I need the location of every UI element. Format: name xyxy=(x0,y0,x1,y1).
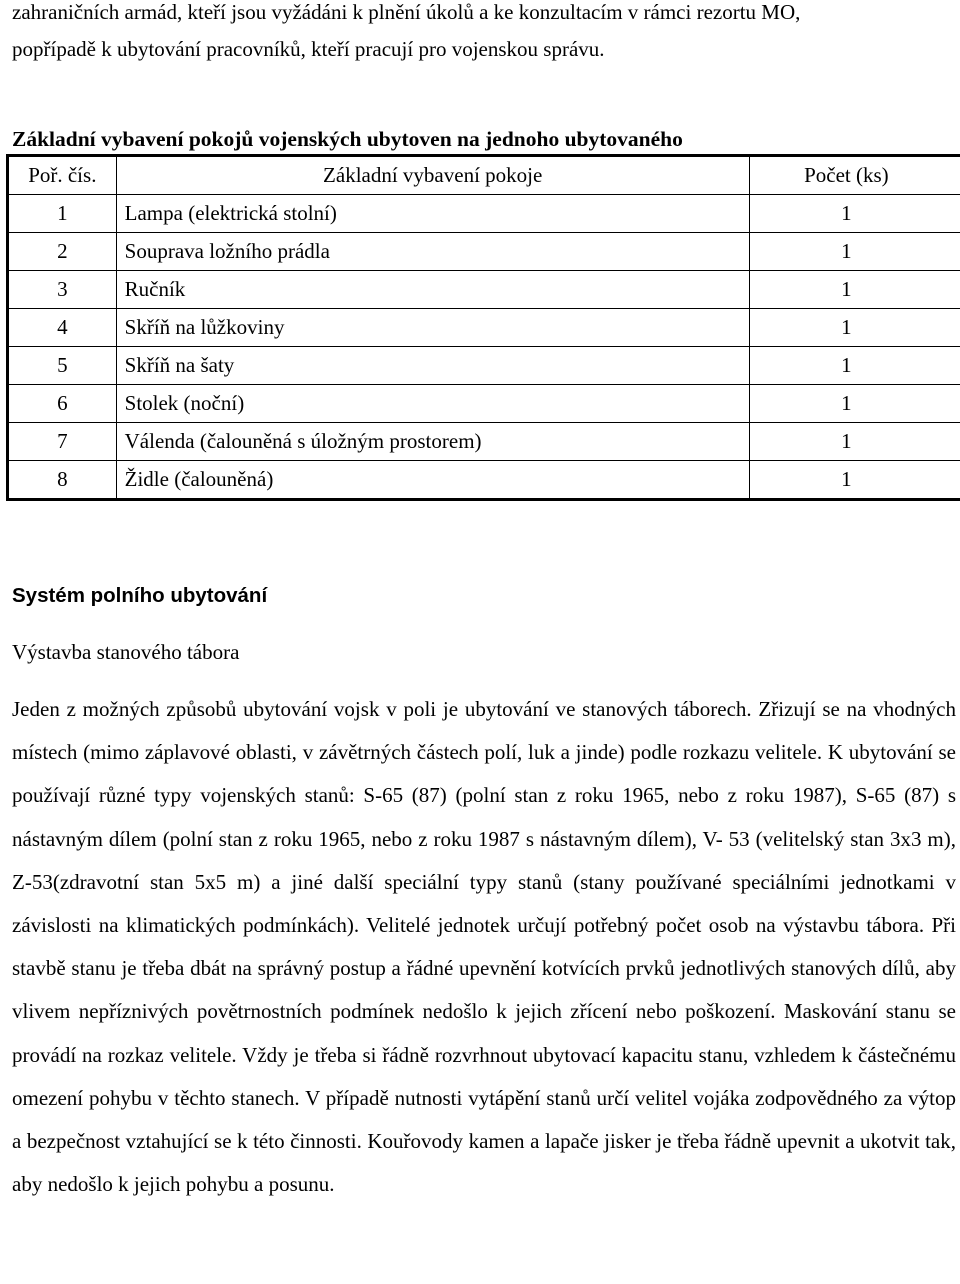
row-equipment: Válenda (čalouněná s úložným prostorem) xyxy=(116,423,749,461)
table-row xyxy=(8,271,960,309)
row-count: 1 xyxy=(749,271,960,309)
equipment-table xyxy=(6,154,960,501)
header-count: Počet (ks) xyxy=(749,156,960,195)
table-header-row xyxy=(8,156,960,195)
body-paragraph: Jeden z možných způsobů ubytování vojsk v poli je ubytování ve stanových táborech. Zřizují se na vhodných místech (mimo záplavové oblasti, v závětrných částech polí, luk a jinde) podle rozkazu velitele. K ubytování se používají různé typy vojenských stanů: S-65 (87) (polní stan z roku 1965, nebo z roku 1987), S-65 (87) s nástavným dílem (polní stan z roku 1965, nebo z roku 1987 s nástavným dílem), V- 53 (velitelský stan 3x3 m), Z-53(zdravotní stan 5x5 m) a jiné další speciální typy stanů (stany používané speciálními jednotkami v závislosti na klimatických podmínkách). Velitelé jednotek určují potřebný počet osob na výstavbu tábora. Při stavbě stanu je třeba dbát na správný postup a řádné upevnění kotvících prvků jednotlivých stanových dílů, aby vlivem nepříznivých povětrnostních podmínek nedošlo k jejich zřícení nebo poškození. Maskování stanu se provádí na rozkaz velitele. Vždy je třeba si řádně rozvrhnout ubytovací kapacitu stanu, vzhledem k částečnému omezení pohybu v těchto stanech. V případě nutnosti vytápění stanů určí velitel vojáka zodpovědného za výtop a bezpečnost vztahující se k této činnosti. Kouřovody kamen a lapače jisker je třeba řádně upevnit a ukotvit tak, aby nedošlo k jejich pohybu a posunu. xyxy=(12,697,956,1197)
table-row xyxy=(8,461,960,500)
table-row xyxy=(8,423,960,461)
row-equipment: Stolek (noční) xyxy=(116,385,749,423)
row-count: 1 xyxy=(749,233,960,271)
section-heading: Systém polního ubytování xyxy=(12,584,268,607)
row-count: 1 xyxy=(749,423,960,461)
row-number: 7 xyxy=(8,423,117,461)
table-row xyxy=(8,347,960,385)
row-number: 6 xyxy=(8,385,117,423)
row-count: 1 xyxy=(749,347,960,385)
row-equipment: Židle (čalouněná) xyxy=(116,461,749,500)
table-row xyxy=(8,385,960,423)
row-number: 3 xyxy=(8,271,117,309)
table-row xyxy=(8,233,960,271)
row-number: 1 xyxy=(8,195,117,233)
row-equipment: Souprava ložního prádla xyxy=(116,233,749,271)
intro-text-line-2: popřípadě k ubytování pracovníků, kteří pracují pro vojenskou správu. xyxy=(12,37,605,61)
row-count: 1 xyxy=(749,461,960,500)
intro-text-line-1: zahraničních armád, kteří jsou vyžádáni k plnění úkolů a ke konzultacím v rámci rezortu MO, xyxy=(12,0,801,24)
header-number: Poř. čís. xyxy=(8,156,117,195)
table-row xyxy=(8,309,960,347)
row-count: 1 xyxy=(749,385,960,423)
row-equipment: Skříň na šaty xyxy=(116,347,749,385)
row-count: 1 xyxy=(749,195,960,233)
row-number: 2 xyxy=(8,233,117,271)
row-equipment: Lampa (elektrická stolní) xyxy=(116,195,749,233)
row-number: 5 xyxy=(8,347,117,385)
row-equipment: Skříň na lůžkoviny xyxy=(116,309,749,347)
row-count: 1 xyxy=(749,309,960,347)
table-row xyxy=(8,195,960,233)
row-equipment: Ručník xyxy=(116,271,749,309)
section-subheading: Výstavba stanového tábora xyxy=(12,640,240,664)
row-number: 4 xyxy=(8,309,117,347)
row-number: 8 xyxy=(8,461,117,500)
table-title: Základní vybavení pokojů vojenských ubytoven na jednoho ubytovaného xyxy=(12,127,683,151)
header-equipment: Základní vybavení pokoje xyxy=(116,156,749,195)
